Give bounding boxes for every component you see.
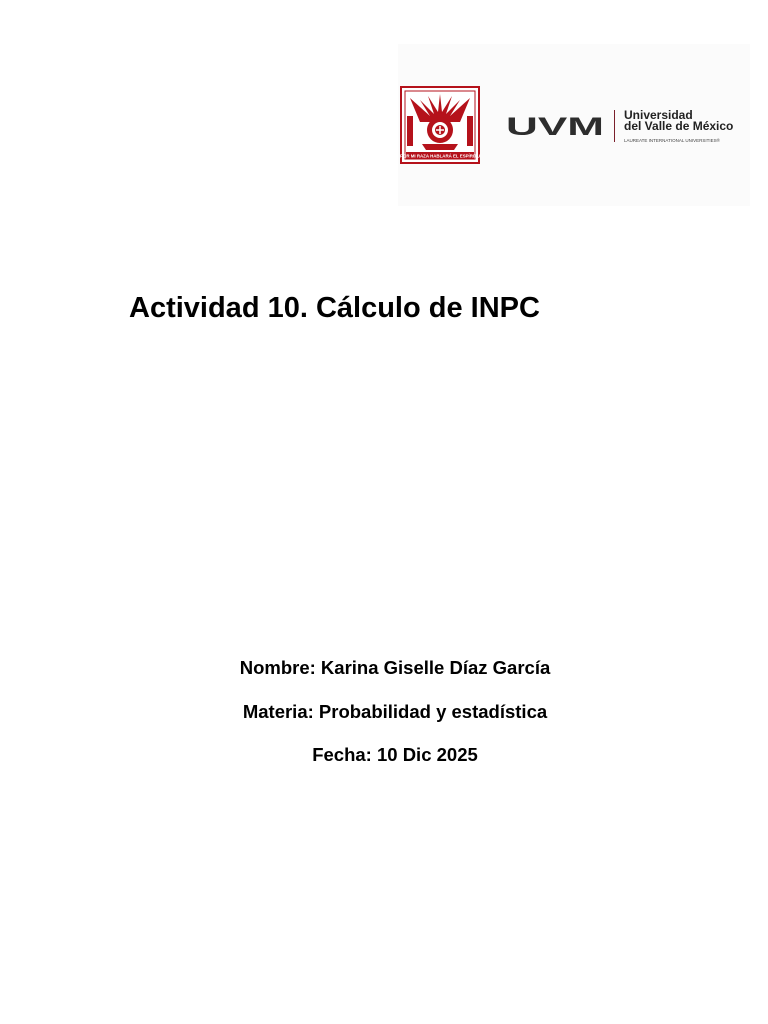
uvm-wordmark-text: UVM [506, 115, 604, 139]
university-tagline: LAUREATE INTERNATIONAL UNIVERSITIES® [624, 138, 720, 143]
university-name [624, 110, 750, 132]
date-line: Fecha: 10 Dic 2025 [312, 744, 478, 765]
university-name-line2: del Valle de México [624, 119, 734, 133]
uvm-wordmark-logo [506, 115, 606, 139]
unam-seal-logo [400, 86, 480, 164]
document-title: Actividad 10. Cálculo de INPC [129, 292, 540, 324]
seal-motto: POR MI RAZA HABLARÁ EL ESPÍRITU [400, 153, 480, 159]
logo-divider [614, 110, 615, 142]
logo-banner [398, 44, 750, 206]
student-name-line: Nombre: Karina Giselle Díaz García [239, 657, 551, 678]
university-name-line1: Universidad [624, 108, 693, 122]
subject-line: Materia: Probabilidad y estadística [242, 701, 548, 722]
